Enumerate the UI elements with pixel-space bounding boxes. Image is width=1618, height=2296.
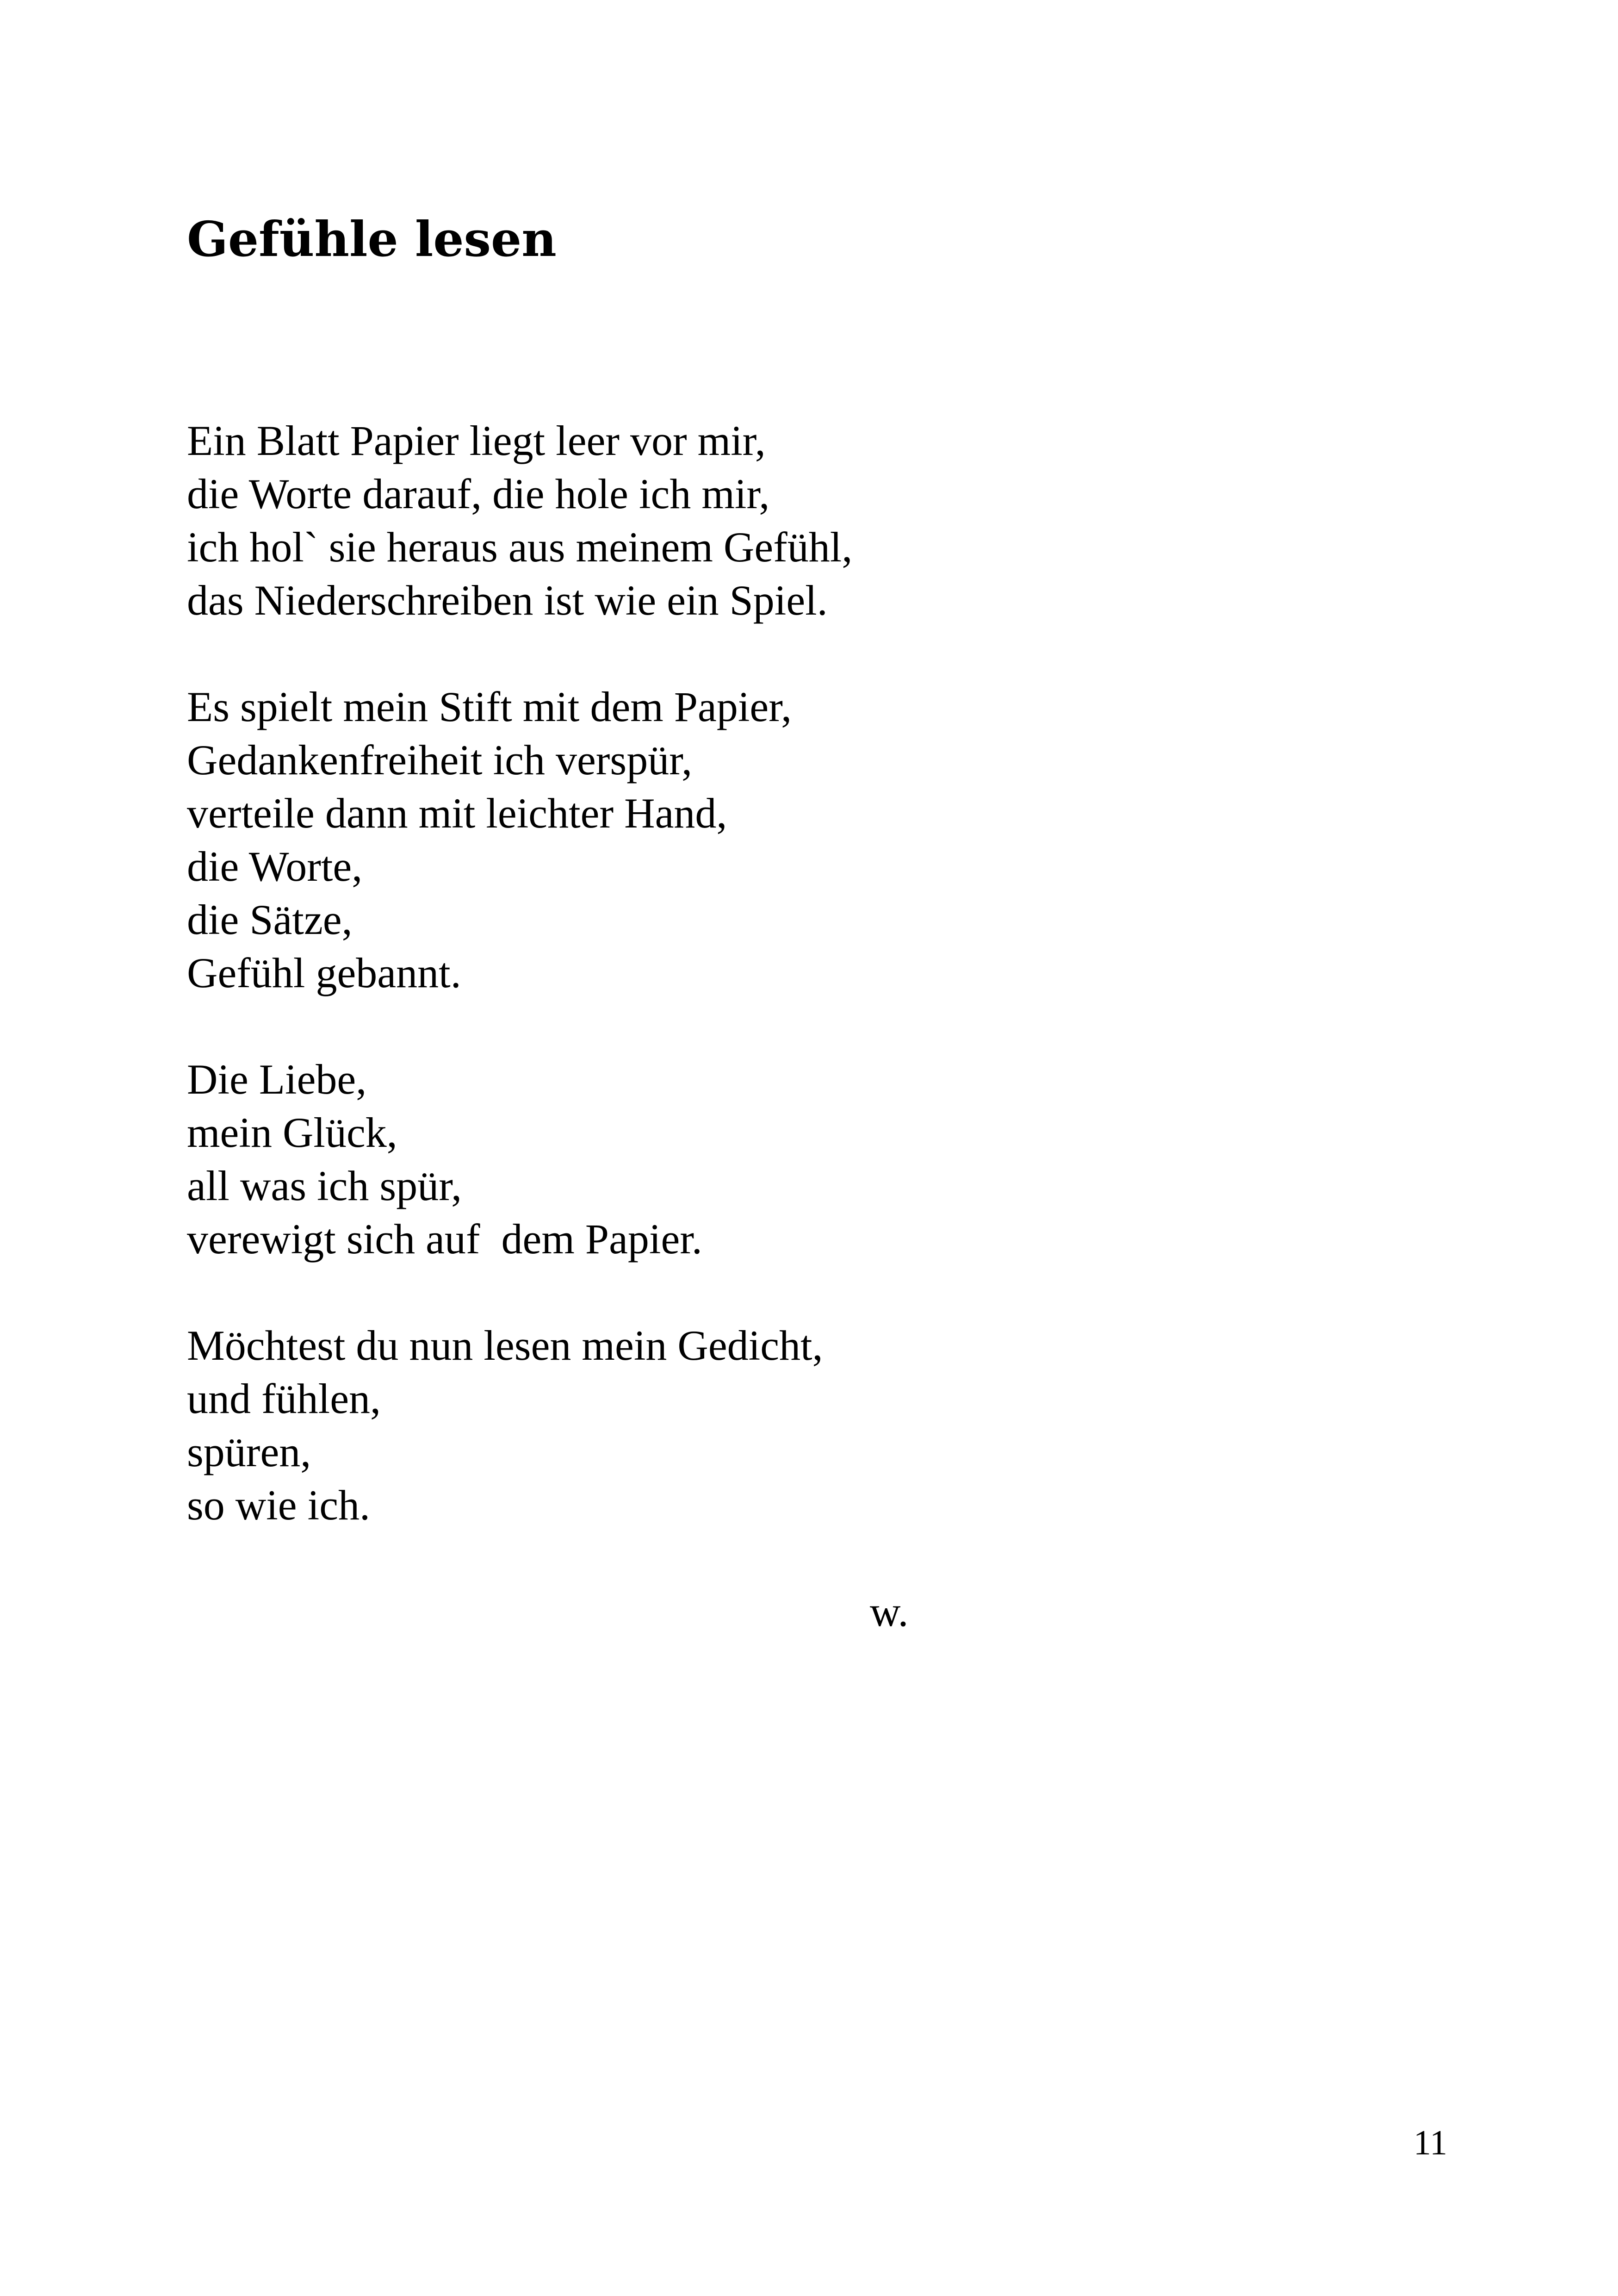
poem-line: mein Glück, xyxy=(187,1109,397,1156)
poem-line: Gefühl gebannt. xyxy=(187,949,461,996)
poem-line: Gedankenfreiheit ich verspür, xyxy=(187,736,693,784)
poem-line: verteile dann mit leichter Hand, xyxy=(187,790,727,837)
poem-line: verewigt sich auf dem Papier. xyxy=(187,1215,702,1263)
stanza-1 xyxy=(187,414,1297,627)
signature: w. xyxy=(870,1588,909,1635)
poem-line: Ein Blatt Papier liegt leer vor mir, xyxy=(187,417,766,464)
poem-line: und fühlen, xyxy=(187,1375,381,1422)
poem-line: spüren, xyxy=(187,1428,311,1475)
stanza-2 xyxy=(187,680,1297,1000)
poem-line: die Worte, xyxy=(187,843,363,890)
page-number: 11 xyxy=(1413,2123,1448,2162)
poem-line: Möchtest du nun lesen mein Gedicht, xyxy=(187,1322,823,1369)
poem-title: Gefühle lesen xyxy=(187,211,557,268)
poem-line: all was ich spür, xyxy=(187,1162,462,1209)
stanza-4 xyxy=(187,1319,1297,1532)
poem-body xyxy=(187,414,1297,1585)
poem-line: die Sätze, xyxy=(187,896,353,943)
poem-line: so wie ich. xyxy=(187,1481,371,1529)
poem-line: Es spielt mein Stift mit dem Papier, xyxy=(187,683,792,730)
poem-line: ich hol` sie heraus aus meinem Gefühl, xyxy=(187,523,853,571)
poem-line: das Niederschreiben ist wie ein Spiel. xyxy=(187,577,828,624)
stanza-3 xyxy=(187,1053,1297,1266)
poem-line: die Worte darauf, die hole ich mir, xyxy=(187,470,770,517)
poem-line: Die Liebe, xyxy=(187,1056,367,1103)
